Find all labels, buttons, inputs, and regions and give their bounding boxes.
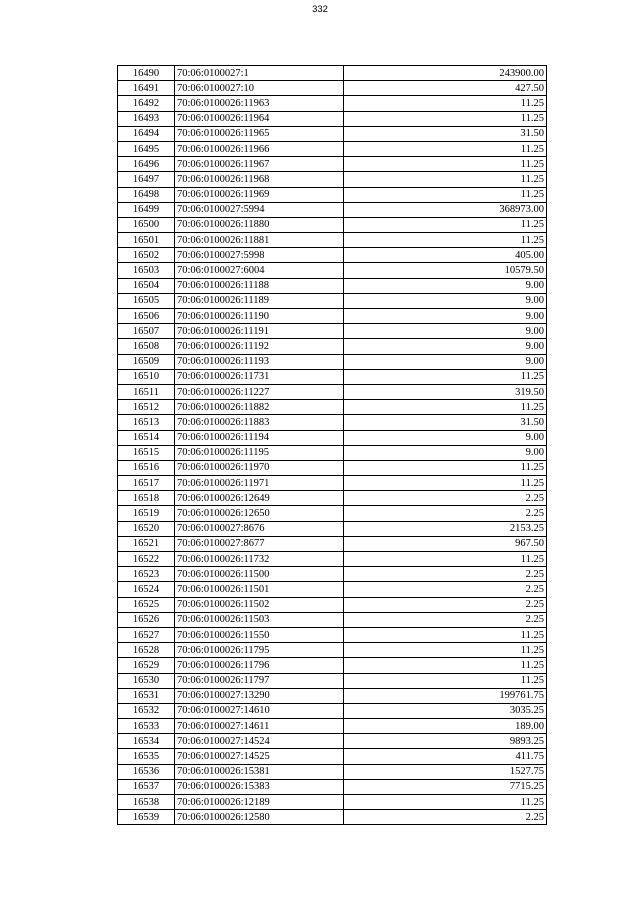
row-number-cell: 16537 <box>118 779 175 794</box>
value-cell: 2.25 <box>344 506 547 521</box>
cadastral-number-cell: 70:06:0100026:12189 <box>175 795 344 810</box>
table-row <box>118 597 547 612</box>
value-cell: 3035.25 <box>344 703 547 718</box>
cadastral-number-cell: 70:06:0100026:11797 <box>175 673 344 688</box>
cadastral-number-cell: 70:06:0100026:11502 <box>175 597 344 612</box>
value-cell: 9.00 <box>344 339 547 354</box>
cadastral-number-cell: 70:06:0100026:12650 <box>175 506 344 521</box>
value-cell: 2.25 <box>344 597 547 612</box>
row-number-cell: 16517 <box>118 476 175 491</box>
value-cell: 11.25 <box>344 658 547 673</box>
value-cell: 11.25 <box>344 460 547 475</box>
value-cell: 11.25 <box>344 369 547 384</box>
cadastral-number-cell: 70:06:0100026:15383 <box>175 779 344 794</box>
value-cell: 11.25 <box>344 96 547 111</box>
row-number-cell: 16539 <box>118 810 175 825</box>
cadastral-number-cell: 70:06:0100026:11193 <box>175 354 344 369</box>
row-number-cell: 16524 <box>118 582 175 597</box>
cadastral-number-cell: 70:06:0100026:11964 <box>175 111 344 126</box>
table-row <box>118 430 547 445</box>
table-row <box>118 445 547 460</box>
cadastral-number-cell: 70:06:0100026:11880 <box>175 217 344 232</box>
table-row <box>118 157 547 172</box>
value-cell: 2153.25 <box>344 521 547 536</box>
cadastral-number-cell: 70:06:0100026:11192 <box>175 339 344 354</box>
value-cell: 11.25 <box>344 643 547 658</box>
cadastral-number-cell: 70:06:0100027:1 <box>175 66 344 81</box>
cadastral-number-cell: 70:06:0100026:11191 <box>175 324 344 339</box>
row-number-cell: 16520 <box>118 521 175 536</box>
table-row <box>118 521 547 536</box>
table-row <box>118 749 547 764</box>
row-number-cell: 16508 <box>118 339 175 354</box>
value-cell: 31.50 <box>344 415 547 430</box>
row-number-cell: 16506 <box>118 309 175 324</box>
cadastral-number-cell: 70:06:0100026:12580 <box>175 810 344 825</box>
cadastral-number-cell: 70:06:0100026:11503 <box>175 612 344 627</box>
table-row <box>118 536 547 551</box>
value-cell: 31.50 <box>344 126 547 141</box>
row-number-cell: 16538 <box>118 795 175 810</box>
cadastral-number-cell: 70:06:0100027:14525 <box>175 749 344 764</box>
table-row <box>118 278 547 293</box>
cadastral-number-cell: 70:06:0100027:5998 <box>175 248 344 263</box>
table-row <box>118 719 547 734</box>
row-number-cell: 16515 <box>118 445 175 460</box>
row-number-cell: 16497 <box>118 172 175 187</box>
table-row <box>118 506 547 521</box>
table-row <box>118 96 547 111</box>
value-cell: 319.50 <box>344 384 547 399</box>
table-row <box>118 81 547 96</box>
table-row <box>118 703 547 718</box>
cadastral-number-cell: 70:06:0100026:11195 <box>175 445 344 460</box>
cadastral-number-cell: 70:06:0100027:6004 <box>175 263 344 278</box>
table-row <box>118 460 547 475</box>
cadastral-number-cell: 70:06:0100026:11970 <box>175 460 344 475</box>
value-cell: 11.25 <box>344 627 547 642</box>
value-cell: 9893.25 <box>344 734 547 749</box>
cadastral-number-cell: 70:06:0100027:8676 <box>175 521 344 536</box>
table-body <box>118 66 547 825</box>
value-cell: 1527.75 <box>344 764 547 779</box>
row-number-cell: 16511 <box>118 384 175 399</box>
value-cell: 411.75 <box>344 749 547 764</box>
value-cell: 11.25 <box>344 157 547 172</box>
value-cell: 427.50 <box>344 81 547 96</box>
row-number-cell: 16522 <box>118 552 175 567</box>
cadastral-number-cell: 70:06:0100026:11732 <box>175 552 344 567</box>
row-number-cell: 16530 <box>118 673 175 688</box>
row-number-cell: 16509 <box>118 354 175 369</box>
value-cell: 9.00 <box>344 278 547 293</box>
cadastral-number-cell: 70:06:0100026:11969 <box>175 187 344 202</box>
value-cell: 2.25 <box>344 582 547 597</box>
row-number-cell: 16492 <box>118 96 175 111</box>
row-number-cell: 16533 <box>118 719 175 734</box>
table-row <box>118 324 547 339</box>
table-row <box>118 795 547 810</box>
cadastral-number-cell: 70:06:0100026:11194 <box>175 430 344 445</box>
row-number-cell: 16526 <box>118 612 175 627</box>
row-number-cell: 16493 <box>118 111 175 126</box>
cadastral-number-cell: 70:06:0100026:11881 <box>175 233 344 248</box>
row-number-cell: 16528 <box>118 643 175 658</box>
cadastral-number-cell: 70:06:0100027:14524 <box>175 734 344 749</box>
table-row <box>118 233 547 248</box>
row-number-cell: 16495 <box>118 141 175 156</box>
value-cell: 2.25 <box>344 567 547 582</box>
row-number-cell: 16498 <box>118 187 175 202</box>
row-number-cell: 16512 <box>118 400 175 415</box>
table-row <box>118 141 547 156</box>
cadastral-number-cell: 70:06:0100026:11189 <box>175 293 344 308</box>
row-number-cell: 16490 <box>118 66 175 81</box>
row-number-cell: 16529 <box>118 658 175 673</box>
value-cell: 7715.25 <box>344 779 547 794</box>
row-number-cell: 16505 <box>118 293 175 308</box>
cadastral-number-cell: 70:06:0100026:11963 <box>175 96 344 111</box>
table-row <box>118 491 547 506</box>
value-cell: 11.25 <box>344 552 547 567</box>
table-row <box>118 658 547 673</box>
table-row <box>118 187 547 202</box>
cadastral-number-cell: 70:06:0100026:11971 <box>175 476 344 491</box>
value-cell: 11.25 <box>344 795 547 810</box>
row-number-cell: 16527 <box>118 627 175 642</box>
value-cell: 243900.00 <box>344 66 547 81</box>
cadastral-number-cell: 70:06:0100026:11501 <box>175 582 344 597</box>
page-number: 332 <box>312 4 328 15</box>
value-cell: 967.50 <box>344 536 547 551</box>
cadastral-number-cell: 70:06:0100026:12649 <box>175 491 344 506</box>
value-cell: 11.25 <box>344 141 547 156</box>
row-number-cell: 16516 <box>118 460 175 475</box>
value-cell: 405.00 <box>344 248 547 263</box>
row-number-cell: 16500 <box>118 217 175 232</box>
value-cell: 9.00 <box>344 309 547 324</box>
cadastral-number-cell: 70:06:0100027:5994 <box>175 202 344 217</box>
cadastral-number-cell: 70:06:0100026:11500 <box>175 567 344 582</box>
value-cell: 9.00 <box>344 445 547 460</box>
table-row <box>118 339 547 354</box>
row-number-cell: 16535 <box>118 749 175 764</box>
table-row <box>118 552 547 567</box>
table-row <box>118 354 547 369</box>
value-cell: 11.25 <box>344 673 547 688</box>
table-row <box>118 476 547 491</box>
row-number-cell: 16523 <box>118 567 175 582</box>
row-number-cell: 16503 <box>118 263 175 278</box>
cadastral-number-cell: 70:06:0100027:14610 <box>175 703 344 718</box>
cadastral-number-cell: 70:06:0100026:11795 <box>175 643 344 658</box>
value-cell: 11.25 <box>344 476 547 491</box>
value-cell: 10579.50 <box>344 263 547 278</box>
table-row <box>118 248 547 263</box>
row-number-cell: 16525 <box>118 597 175 612</box>
cadastral-number-cell: 70:06:0100026:11883 <box>175 415 344 430</box>
table-row <box>118 627 547 642</box>
value-cell: 9.00 <box>344 293 547 308</box>
table-row <box>118 400 547 415</box>
row-number-cell: 16521 <box>118 536 175 551</box>
table-row <box>118 172 547 187</box>
value-cell: 368973.00 <box>344 202 547 217</box>
value-cell: 2.25 <box>344 810 547 825</box>
table-row <box>118 764 547 779</box>
cadastral-number-cell: 70:06:0100026:11796 <box>175 658 344 673</box>
row-number-cell: 16501 <box>118 233 175 248</box>
value-cell: 9.00 <box>344 354 547 369</box>
row-number-cell: 16491 <box>118 81 175 96</box>
data-table <box>117 65 547 825</box>
table-row <box>118 369 547 384</box>
table-row <box>118 415 547 430</box>
table-row <box>118 126 547 141</box>
value-cell: 2.25 <box>344 491 547 506</box>
value-cell: 11.25 <box>344 111 547 126</box>
table-row <box>118 263 547 278</box>
row-number-cell: 16531 <box>118 688 175 703</box>
cadastral-number-cell: 70:06:0100026:11968 <box>175 172 344 187</box>
row-number-cell: 16513 <box>118 415 175 430</box>
table-row <box>118 810 547 825</box>
table-row <box>118 734 547 749</box>
table-row <box>118 202 547 217</box>
row-number-cell: 16502 <box>118 248 175 263</box>
value-cell: 11.25 <box>344 187 547 202</box>
value-cell: 9.00 <box>344 430 547 445</box>
value-cell: 11.25 <box>344 233 547 248</box>
table-row <box>118 779 547 794</box>
row-number-cell: 16499 <box>118 202 175 217</box>
cadastral-number-cell: 70:06:0100027:8677 <box>175 536 344 551</box>
cadastral-number-cell: 70:06:0100026:11731 <box>175 369 344 384</box>
row-number-cell: 16507 <box>118 324 175 339</box>
table-row <box>118 643 547 658</box>
cadastral-number-cell: 70:06:0100026:11188 <box>175 278 344 293</box>
row-number-cell: 16532 <box>118 703 175 718</box>
row-number-cell: 16518 <box>118 491 175 506</box>
table-row <box>118 384 547 399</box>
table-row <box>118 582 547 597</box>
row-number-cell: 16496 <box>118 157 175 172</box>
row-number-cell: 16514 <box>118 430 175 445</box>
row-number-cell: 16534 <box>118 734 175 749</box>
cadastral-number-cell: 70:06:0100026:11227 <box>175 384 344 399</box>
value-cell: 11.25 <box>344 400 547 415</box>
value-cell: 189.00 <box>344 719 547 734</box>
value-cell: 9.00 <box>344 324 547 339</box>
row-number-cell: 16504 <box>118 278 175 293</box>
row-number-cell: 16494 <box>118 126 175 141</box>
row-number-cell: 16536 <box>118 764 175 779</box>
cadastral-number-cell: 70:06:0100027:13290 <box>175 688 344 703</box>
cadastral-number-cell: 70:06:0100026:15381 <box>175 764 344 779</box>
row-number-cell: 16510 <box>118 369 175 384</box>
row-number-cell: 16519 <box>118 506 175 521</box>
value-cell: 199761.75 <box>344 688 547 703</box>
value-cell: 11.25 <box>344 217 547 232</box>
cadastral-number-cell: 70:06:0100027:10 <box>175 81 344 96</box>
table-row <box>118 66 547 81</box>
table-row <box>118 612 547 627</box>
cadastral-number-cell: 70:06:0100026:11550 <box>175 627 344 642</box>
table-row <box>118 688 547 703</box>
table-row <box>118 673 547 688</box>
cadastral-number-cell: 70:06:0100027:14611 <box>175 719 344 734</box>
value-cell: 11.25 <box>344 172 547 187</box>
cadastral-number-cell: 70:06:0100026:11882 <box>175 400 344 415</box>
table-row <box>118 567 547 582</box>
table-row <box>118 309 547 324</box>
table-row <box>118 217 547 232</box>
cadastral-number-cell: 70:06:0100026:11966 <box>175 141 344 156</box>
table-row <box>118 293 547 308</box>
table-row <box>118 111 547 126</box>
value-cell: 2.25 <box>344 612 547 627</box>
cadastral-number-cell: 70:06:0100026:11967 <box>175 157 344 172</box>
cadastral-number-cell: 70:06:0100026:11190 <box>175 309 344 324</box>
cadastral-number-cell: 70:06:0100026:11965 <box>175 126 344 141</box>
